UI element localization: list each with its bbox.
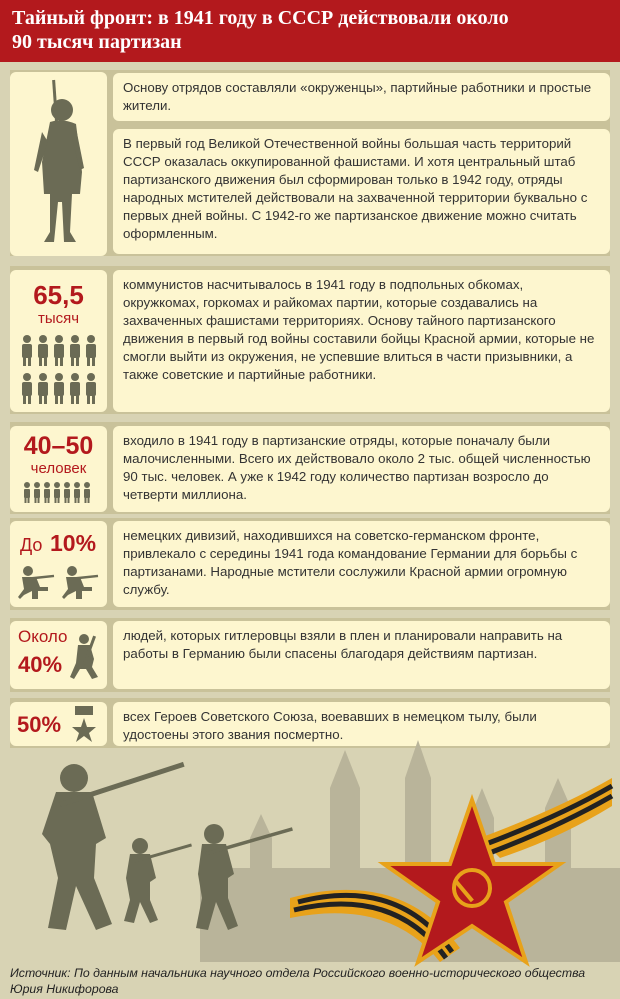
fact-text-5: немецких дивизий, находившихся на советско-германском фронте, привлекало с середины 1941 года командование Германии для борьбы с партизанами. Народные мстители сослужили Красной армии огромную службу. <box>123 528 578 597</box>
fact-text-6: людей, которых гитлеровцы взяли в плен и планировали направить на работы в Германию были спасены благодаря действиям партизан. <box>123 628 563 661</box>
bottom-illustration <box>0 748 620 970</box>
page-header <box>0 0 620 62</box>
fact-box-5 <box>113 521 610 607</box>
small-people-row-icon <box>23 482 97 504</box>
fact-text-7: всех Героев Советского Союза, воевавших в немецком тылу, были удостоены этого звания посмертно. <box>123 709 537 742</box>
stat-unit-1: тысяч <box>37 310 80 327</box>
page-title-line2: 90 тысяч партизан <box>12 31 182 53</box>
stat-value-3: 10% <box>50 530 97 556</box>
stat-value-2: 40–50 <box>23 432 94 460</box>
stat-prefix-3: До <box>20 535 43 555</box>
stat-prefix-4: Около <box>18 627 68 646</box>
fact-box-6 <box>113 621 610 689</box>
kneeling-riflemen-icon <box>18 565 98 601</box>
hero-star-medal-icon <box>72 706 96 744</box>
fact-box-1 <box>113 73 610 121</box>
fact-box-4 <box>113 426 610 512</box>
stat-unit-2: человек <box>30 460 87 477</box>
fact-box-2 <box>113 129 610 254</box>
fact-box-7 <box>113 702 610 746</box>
page-title-line1: Тайный фронт: в 1941 году в СССР действовали около <box>12 7 509 29</box>
soldier-with-rifle-icon <box>10 72 107 256</box>
fact-text-4: входило в 1941 году в партизанские отряды, которые поначалу были малочисленными. Всего их действовало около 2 тыс. общей численностью 90 тыс. человек. А уже к 1942 году количество партизан возросло до четверти миллиона. <box>123 433 591 502</box>
people-group-icon <box>20 334 100 406</box>
stat-value-5: 50% <box>17 712 62 737</box>
fact-box-3 <box>113 270 610 412</box>
source-note: Источник: По данным начальника научного отдела Российского военно-исторического общества Юрия Никифорова <box>10 966 586 996</box>
fact-text-2: В первый год Великой Отечественной войны большая часть территорий СССР оказалась оккупированной фашистами. И хотя центральный штаб партизанского движения был сформирован только в 1942 году, отряды народных мстителей действовали на захваченной территории буквально с первых дней войны. С 1942-го же партизанское движение можно считать оформленным. <box>123 136 588 241</box>
fact-text-3: коммунистов насчитывалось в 1941 году в подпольных обкомах, окружкомах, горкомах и райкомах партии, которые создавались на захваченных фашистами территориях. Основу тайного партизанского движения в первый год войны составили бойцы Красной армии, которые не смогли выйти из окружения, не успевшие влиться в части призывники, а также советские и партийные работники. <box>123 277 595 382</box>
stat-value-4: 40% <box>18 652 63 677</box>
stat-value-1: 65,5 <box>33 280 84 310</box>
fact-text-1: Основу отрядов составляли «окруженцы», партийные работники и простые жители. <box>123 80 592 113</box>
kneeling-soldier-icon <box>70 633 102 679</box>
